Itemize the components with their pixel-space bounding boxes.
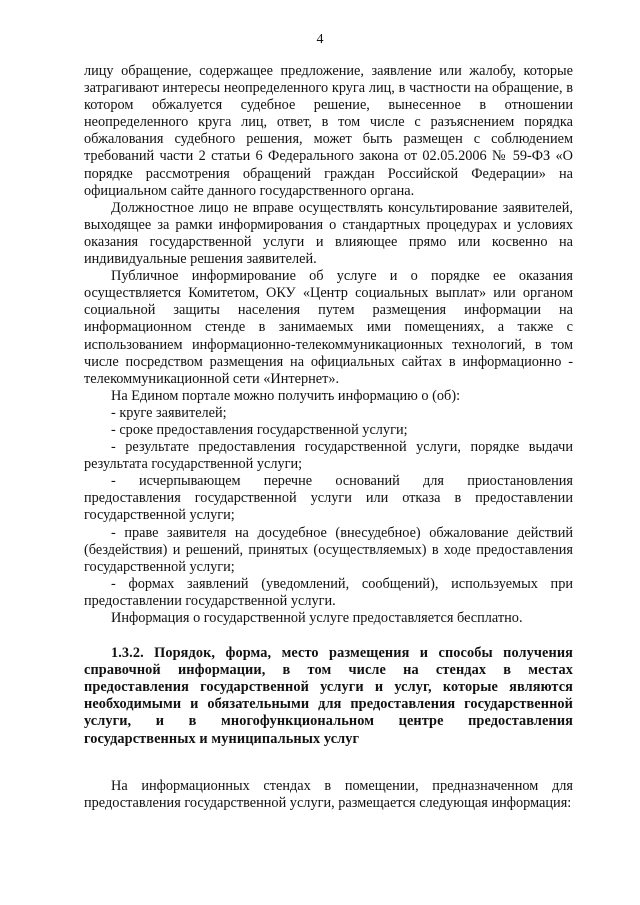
paragraph-consultation-limits: Должностное лицо не вправе осуществлять консультирование заявителей, выходящее за рамки информирования о стандартных процедурах и условиях оказания государственной услуги и влияющее прямо или косвенно на индивидуальные решения заявителей. [84, 199, 573, 268]
section-heading: 1.3.2. Порядок, форма, место размещения и способы получения справочной информации, в том числе на стендах в местах предоставления государственной услуги и услуг, которые являются необходимыми и обязательными для предоставления государственной услуги, и в многофункциональном центре предоставления государственных и муниципальных услуг [84, 645, 573, 747]
paragraph-public-informing: Публичное информирование об услуге и о порядке ее оказания осуществляется Комитетом, ОКУ «Центр социальных выплат» или органом социальной защиты населения путем размещения информации на информационном стенде в занимаемых ими помещениях, а также с использованием информационно-телекоммуникационных технологий, в том числе посредством размещения на официальных сайтах в информационно - телекоммуникационной сети «Интернет». [84, 268, 573, 387]
list-item: - результате предоставления государственной услуги, порядке выдачи результата государственной услуги; [84, 439, 573, 473]
list-item: - исчерпывающем перечне оснований для приостановления предоставления государственной услуги или отказа в предоставлении государственной услуги; [84, 473, 573, 524]
paragraph-info-stands: На информационных стендах в помещении, предназначенном для предоставления государственной услуги, размещается следующая информация: [84, 777, 573, 811]
list-item: - формах заявлений (уведомлений, сообщений), используемых при предоставлении государственной услуги. [84, 575, 573, 609]
list-item: - сроке предоставления государственной услуги; [111, 421, 408, 438]
document-body [84, 63, 573, 812]
paragraph-portal-intro: На Едином портале можно получить информацию о (об): [111, 387, 461, 404]
page-number: 4 [316, 32, 324, 47]
list-item: - круге заявителей; [111, 404, 227, 421]
list-item: - праве заявителя на досудебное (внесудебное) обжалование действий (бездействия) и решений, принятых (осуществляемых) в ходе предоставления государственной услуги; [84, 524, 573, 575]
paragraph-free-of-charge: Информация о государственной услуге предоставляется бесплатно. [111, 610, 523, 626]
spacer [84, 748, 573, 778]
paragraph-continuation: лицу обращение, содержащее предложение, заявление или жалобу, которые затрагивают интересы неопределенного круга лиц, в частности на обращение, в котором обжалуется судебное решение, вынесенное в отношении неопределенного круга лиц, ответ, в том числе с разъяснением порядка обжалования судебного решения, может быть размещен с соблюдением требований части 2 статьи 6 Федерального закона от 02.05.2006 № 59-ФЗ «О порядке рассмотрения обращений граждан Российской Федерации» на официальном сайте данного государственного органа. [84, 63, 573, 199]
